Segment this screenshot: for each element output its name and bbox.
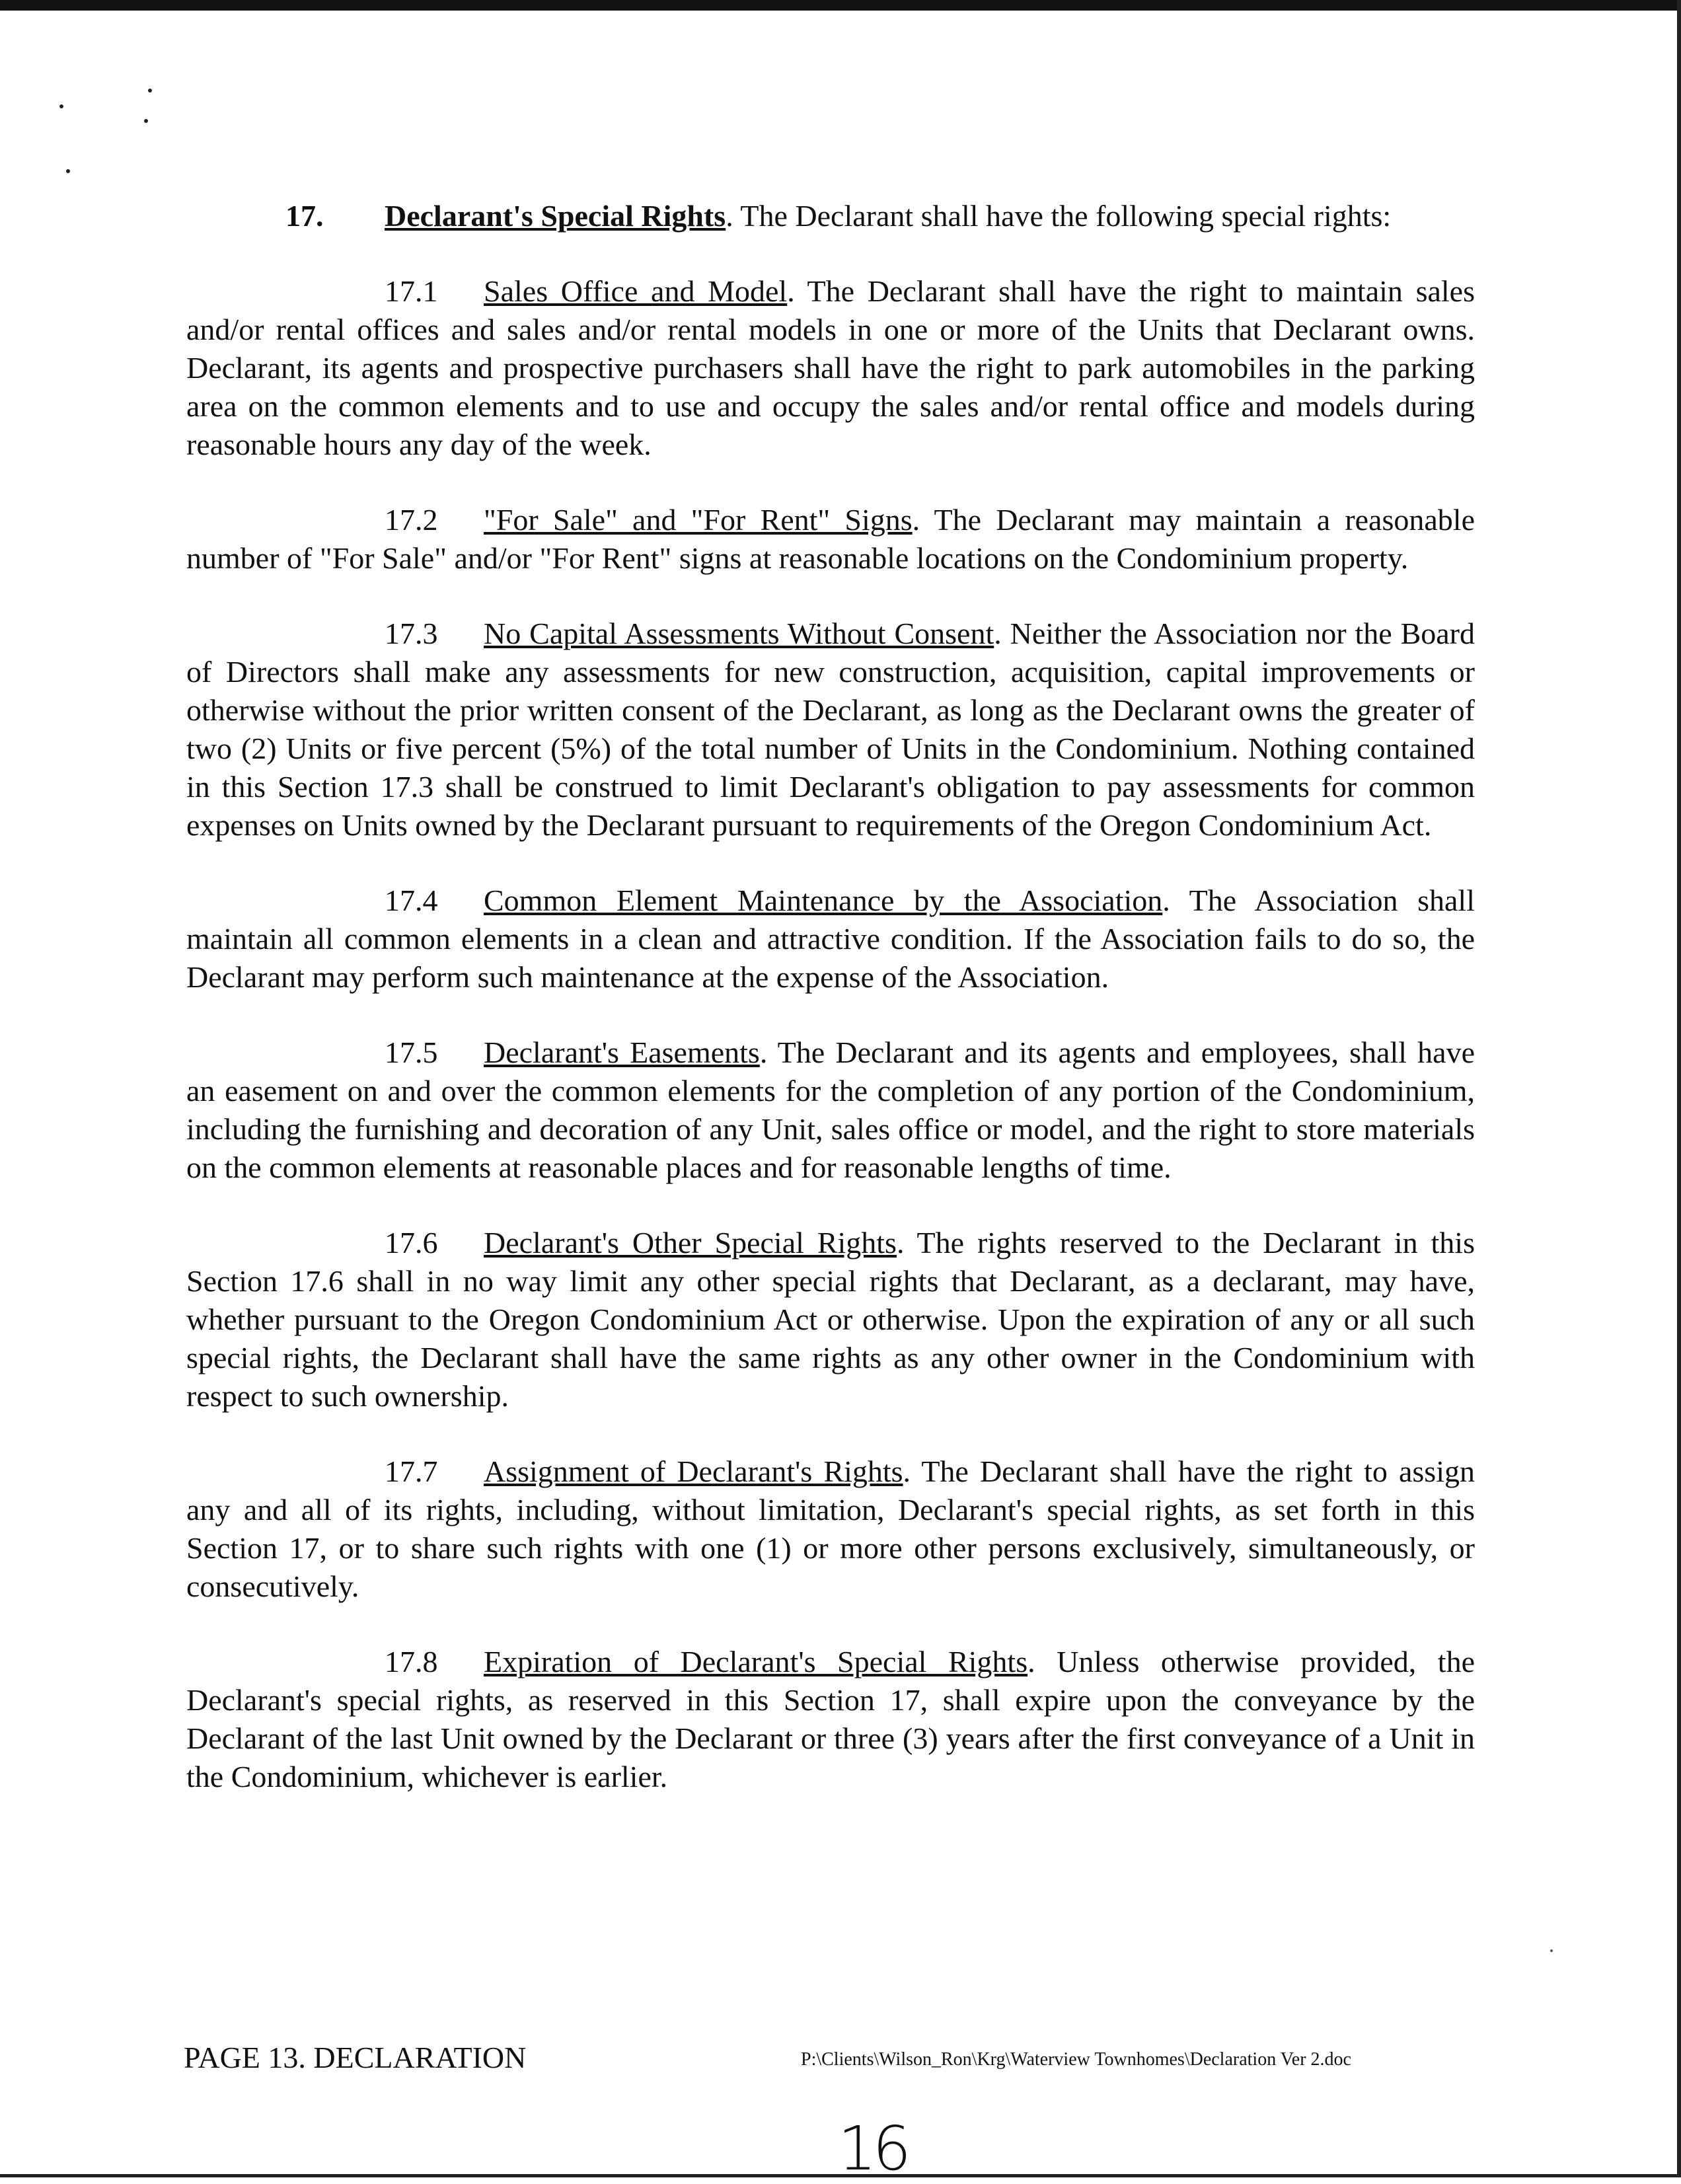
scan-right-border: [1677, 0, 1681, 2177]
footer-file-path: P:\Clients\Wilson_Ron\Krg\Waterview Townhomes\Declaration Ver 2.doc: [801, 2049, 1351, 2070]
footer-page-label: PAGE 13. DECLARATION: [184, 2041, 527, 2074]
subsection-17-1: [186, 272, 1475, 464]
subsection-text: . Neither the Association nor the Board of Directors shall make any assessments for new construction, acquisition, capital improvements or otherwise without the prior written consent of the Declarant, as long as the Declarant owns the greater of two (2) Units or five percent (5%) of the total number of Units in the Condominium. Nothing contained in this Section 17.3 shall be construed to limit Declarant's obligation to pay assessments for common expenses on Units owned by the Declarant pursuant to requirements of the Oregon Condominium Act.: [186, 617, 1475, 842]
subsection-text: . Unless otherwise provided, the Declarant's special rights, as reserved in this Section 17, shall expire upon the conveyance by the Declarant of the last Unit owned by the Declarant or three (3) years after the first conveyance of a Unit in the Condominium, whichever is earlier.: [186, 1645, 1475, 1793]
subsection-17-3: [186, 615, 1475, 845]
subsection-number: 17.5: [385, 1036, 438, 1069]
subsection-text: . The Declarant and its agents and employees, shall have an easement on and over the common elements for the completion of any portion of the Condominium, including the furnishing and decoration of any Unit, sales office or model, and the right to store materials on the common elements at reasonable places and for reasonable lengths of time.: [186, 1036, 1475, 1184]
section-17-heading: [186, 197, 1475, 235]
subsection-number: 17.4: [385, 884, 438, 917]
subsection-17-4: [186, 882, 1475, 997]
scan-speck: [59, 104, 63, 108]
subsection-17-2: [186, 501, 1475, 578]
document-body: [186, 197, 1475, 1833]
subsection-text: . The Declarant shall have the right to maintain sales and/or rental offices and sales and/or rental models in one or more of the Units that Declarant owns. Declarant, its agents and prospective purchasers shall have the right to park automobiles in the parking area on the common elements and to use and occupy the sales and/or rental office and models during reasonable hours any day of the week.: [186, 274, 1475, 461]
subsection-number: 17.8: [385, 1645, 438, 1678]
subsection-17-7: [186, 1452, 1475, 1606]
section-title: Declarant's Special Rights: [385, 199, 726, 233]
handwritten-page-number: 16: [838, 2113, 908, 2184]
subsection-number: 17.6: [385, 1226, 438, 1260]
subsection-title: Declarant's Other Special Rights: [484, 1226, 897, 1260]
subsection-17-5: [186, 1034, 1475, 1187]
subsection-17-6: [186, 1224, 1475, 1415]
subsection-number: 17.1: [385, 274, 438, 308]
scan-top-border: [0, 0, 1681, 11]
scan-speck: [66, 169, 70, 173]
subsection-title: Sales Office and Model: [484, 274, 788, 308]
subsection-title: No Capital Assessments Without Consent: [484, 617, 994, 650]
subsection-title: Assignment of Declarant's Rights: [484, 1454, 903, 1488]
scan-speck: [1550, 1949, 1553, 1952]
subsection-number: 17.7: [385, 1454, 438, 1488]
section-number: 17.: [285, 199, 324, 233]
subsection-text: . The Association shall maintain all common elements in a clean and attractive condition. If the Association fails to do so, the Declarant may perform such maintenance at the expense of the Association.: [186, 884, 1475, 994]
subsection-title: Expiration of Declarant's Special Rights: [484, 1645, 1028, 1678]
subsection-title: Common Element Maintenance by the Association: [484, 884, 1163, 917]
subsection-number: 17.2: [385, 503, 438, 537]
scan-speck: [148, 89, 152, 93]
subsection-number: 17.3: [385, 617, 438, 650]
subsection-text: . The rights reserved to the Declarant in this Section 17.6 shall in no way limit any other special rights that Declarant, as a declarant, may have, whether pursuant to the Oregon Condominium Act or otherwise. Upon the expiration of any or all such special rights, the Declarant shall have the same rights as any other owner in the Condominium with respect to such ownership.: [186, 1226, 1475, 1413]
scan-speck: [144, 119, 148, 123]
subsection-title: Declarant's Easements: [484, 1036, 760, 1069]
subsection-text: . The Declarant may maintain a reasonable number of "For Sale" and/or "For Rent" signs at reasonable locations on the Condominium property.: [186, 503, 1475, 575]
subsection-text: . The Declarant shall have the right to assign any and all of its rights, including, without limitation, Declarant's special rights, as set forth in this Section 17, or to share such rights with one (1) or more other persons exclusively, simultaneously, or consecutively.: [186, 1454, 1475, 1603]
subsection-17-8: [186, 1643, 1475, 1796]
subsection-title: "For Sale" and "For Rent" Signs: [484, 503, 913, 537]
section-text: . The Declarant shall have the following special rights:: [726, 199, 1392, 233]
